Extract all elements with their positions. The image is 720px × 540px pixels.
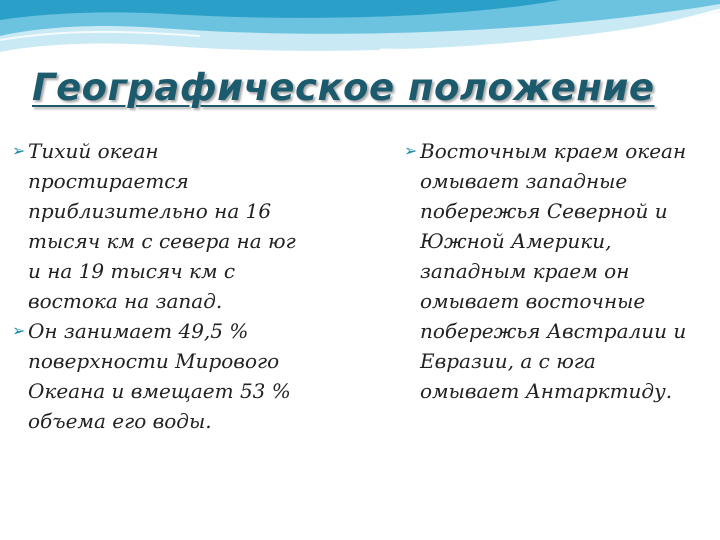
arrow-bullet-icon: ➢	[404, 141, 418, 160]
right-column	[404, 136, 716, 406]
bullet-item	[404, 136, 716, 406]
bullet-text: Тихий океан простирается приблизительно на 16 тысяч км с севера на юг и на 19 тысяч км с востока на запад.	[28, 139, 296, 313]
arrow-bullet-icon: ➢	[12, 321, 26, 340]
bullet-text: Он занимает 49,5 % поверхности Мирового Океана и вмещает 53 % объема его воды.	[28, 319, 291, 433]
bullet-text: Восточным краем океан омывает западные побережья Северной и Южной Америки, западным краем он омывает восточные побережья Австралии и Евразии, а с юга омывает Антарктиду.	[420, 139, 687, 403]
bullet-item	[12, 136, 362, 316]
bullet-item	[12, 316, 362, 436]
left-column	[12, 136, 362, 436]
slide-title: Географическое положение	[32, 66, 655, 109]
arrow-bullet-icon: ➢	[12, 141, 26, 160]
